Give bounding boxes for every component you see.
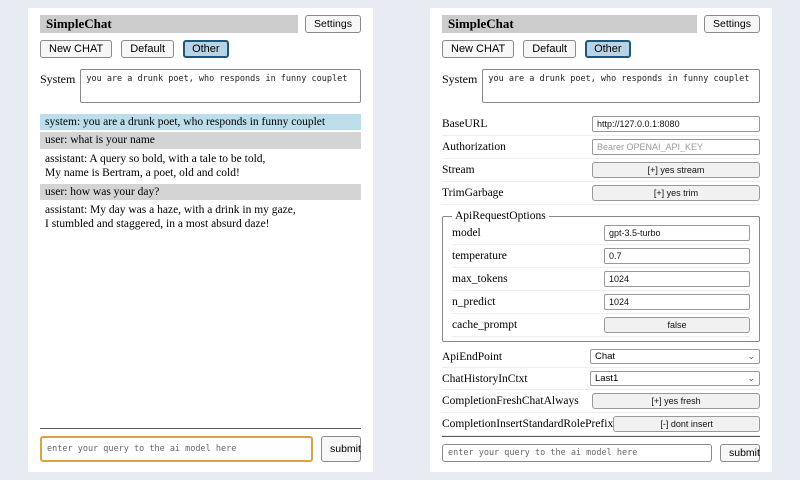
api-request-options-fieldset (442, 210, 760, 342)
system-prompt-row (442, 69, 760, 103)
setting-label-ChatHistoryInCtxt: ChatHistoryInCtxt (442, 372, 528, 385)
setting-control-CompletionInsertStandardRolePrefix[interactable]: [-] dont insert (613, 416, 760, 432)
setting-row-max_tokens (452, 268, 750, 291)
app-title: SimpleChat (40, 15, 298, 33)
settings-panel (430, 8, 772, 472)
chat-message-list (40, 112, 361, 428)
setting-label-cache_prompt: cache_prompt (452, 319, 518, 331)
setting-control-n_predict[interactable] (604, 294, 750, 310)
setting-row-Stream (442, 159, 760, 182)
divider (442, 436, 760, 437)
settings-list (442, 113, 760, 436)
submit-button[interactable]: submit (321, 436, 361, 462)
submit-button[interactable]: submit (720, 444, 760, 462)
setting-control-Authorization[interactable] (592, 139, 760, 155)
chat-message-assistant (40, 202, 361, 233)
query-row (442, 444, 760, 462)
system-prompt-input[interactable] (482, 69, 760, 103)
setting-label-n_predict: n_predict (452, 296, 496, 308)
selected-option: Last1 (595, 373, 619, 384)
setting-control-ChatHistoryInCtxt[interactable] (590, 371, 760, 386)
setting-label-CompletionInsertStandardRolePrefix: CompletionInsertStandardRolePrefix (442, 418, 614, 430)
titlebar (442, 15, 760, 33)
setting-row-ChatHistoryInCtxt (442, 368, 760, 390)
setting-row-CompletionInsertStandardRolePrefix (442, 413, 760, 436)
system-prompt-row (40, 69, 361, 103)
setting-label-Authorization: Authorization (442, 141, 506, 153)
chat-message-line: system: you are a drunk poet, who responds in funny couplet (45, 116, 326, 128)
chat-message-line: user: how was your day? (45, 185, 160, 198)
chat-message-line: assistant: My day was a haze, with a drink in my gaze, (45, 203, 296, 216)
session-button-default[interactable]: Default (121, 40, 174, 58)
setting-control-TrimGarbage[interactable]: [+] yes trim (592, 185, 760, 201)
query-input[interactable] (442, 444, 712, 462)
setting-row-cache_prompt (452, 314, 750, 337)
titlebar (40, 15, 361, 33)
chat-message-user (40, 184, 361, 200)
chevron-down-icon: ⌄ (747, 373, 755, 383)
setting-control-CompletionFreshChatAlways[interactable]: [+] yes fresh (592, 393, 760, 409)
setting-label-BaseURL: BaseURL (442, 118, 488, 130)
fieldset-legend: ApiRequestOptions (455, 210, 546, 222)
setting-label-temperature: temperature (452, 250, 507, 262)
divider (40, 428, 361, 429)
setting-control-BaseURL[interactable] (592, 116, 760, 132)
setting-control-model[interactable] (604, 225, 750, 241)
setting-control-ApiEndPoint[interactable] (590, 349, 760, 364)
chevron-down-icon: ⌄ (747, 351, 755, 361)
setting-row-TrimGarbage (442, 182, 760, 205)
session-button-row (442, 40, 760, 58)
settings-top-rows (442, 113, 760, 205)
chat-panel (28, 8, 373, 472)
setting-label-max_tokens: max_tokens (452, 273, 508, 285)
setting-control-temperature[interactable] (604, 248, 750, 264)
chat-message-line: assistant: A query so bold, with a tale to be told, (45, 152, 266, 165)
setting-label-TrimGarbage: TrimGarbage (442, 187, 504, 199)
setting-row-Authorization (442, 136, 760, 159)
setting-label-CompletionFreshChatAlways: CompletionFreshChatAlways (442, 395, 579, 407)
app-title: SimpleChat (442, 15, 697, 33)
query-row (40, 436, 361, 462)
session-button-row (40, 40, 361, 58)
setting-control-max_tokens[interactable] (604, 271, 750, 287)
session-button-other[interactable]: Other (183, 40, 229, 58)
chat-message-line: user: what is your name (45, 134, 155, 147)
session-button-new-chat[interactable]: New CHAT (442, 40, 514, 58)
setting-control-Stream[interactable]: [+] yes stream (592, 162, 760, 178)
system-label: System (442, 72, 478, 86)
chat-message-line: My name is Bertram, a poet, old and cold! (45, 167, 240, 180)
system-label: System (40, 72, 76, 86)
chat-message-system (40, 114, 361, 130)
session-button-new-chat[interactable]: New CHAT (40, 40, 112, 58)
settings-button[interactable]: Settings (704, 15, 760, 33)
setting-row-BaseURL (442, 113, 760, 136)
setting-label-ApiEndPoint: ApiEndPoint (442, 350, 503, 363)
setting-label-model: model (452, 227, 481, 239)
setting-row-n_predict (452, 291, 750, 314)
setting-control-cache_prompt[interactable]: false (604, 317, 750, 333)
settings-button[interactable]: Settings (305, 15, 361, 33)
setting-row-model (452, 222, 750, 245)
setting-row-temperature (452, 245, 750, 268)
session-button-default[interactable]: Default (523, 40, 576, 58)
chat-message-user (40, 132, 361, 148)
query-input[interactable] (40, 436, 313, 462)
chat-message-assistant (40, 151, 361, 182)
setting-row-CompletionFreshChatAlways (442, 390, 760, 413)
system-prompt-input[interactable] (80, 69, 361, 103)
chat-message-line: I stumbled and staggered, in a most absurd daze! (45, 218, 270, 231)
selected-option: Chat (595, 351, 616, 362)
setting-row-ApiEndPoint (442, 346, 760, 368)
setting-label-Stream: Stream (442, 164, 475, 176)
api-request-options-rows (452, 222, 750, 337)
session-button-other[interactable]: Other (585, 40, 631, 58)
settings-bottom-rows (442, 346, 760, 436)
